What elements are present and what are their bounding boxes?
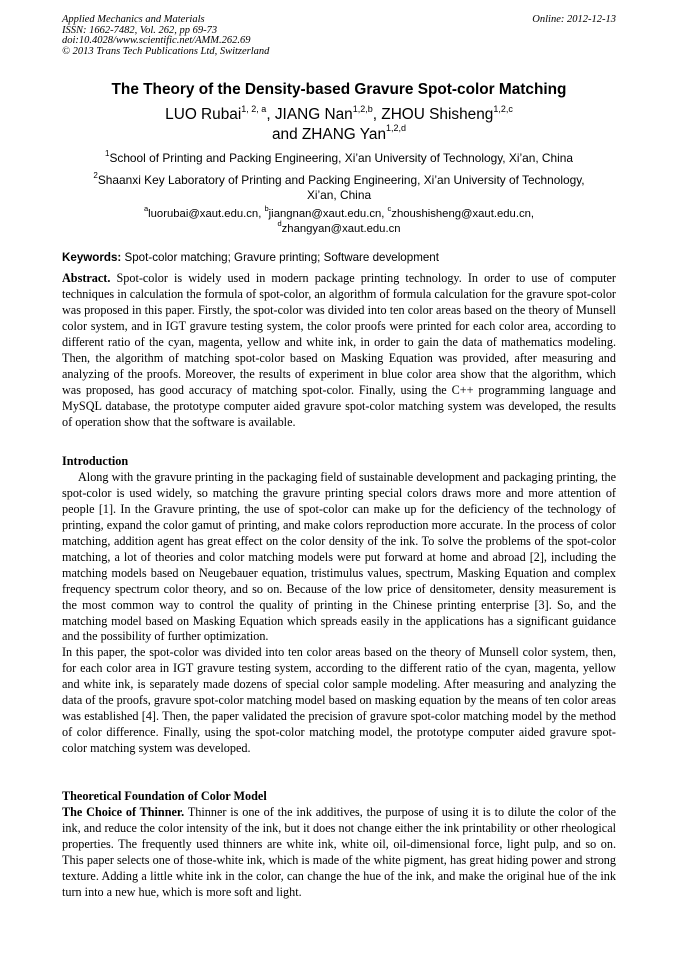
email-link: zhoushisheng@xaut.edu.cn, xyxy=(391,208,535,220)
introduction-section xyxy=(62,454,616,757)
author-affil-mark: 1,2,b xyxy=(352,103,373,114)
abstract xyxy=(62,271,616,431)
abstract-text: Spot-color is widely used in modern package printing technology. In order to use of computer techniques in calculation the formula of spot-color, an algorithm of formula calculation for the gravure spot-color was proposed in this paper. Firstly, the spot-color was divided into ten color areas based on the theory of Munsell color system, and in IGT gravure testing system, the color proofs were printed for each color area, according to different ratio of the cyan, magenta, yellow and white ink, in order to gain the data of mathematics modeling. Then, the algorithm of matching spot-color based on Masking Equation was provided, after measuring and analyzing of the proofs. Moreover, the results of experiment in blue color area show that the algorithm, which was proposed, has good accuracy of matching spot-color. Finally, using the C++ programming language and MySQL database, the prototype computer aided gravure spot-color matching system was developed, the results of operation show that the software is available. xyxy=(62,271,616,429)
abstract-label: Abstract. xyxy=(62,271,111,285)
issn-line: ISSN: 1662-7482, Vol. 262, pp 69-73 xyxy=(62,24,218,36)
doi-line: doi:10.4028/www.scientific.net/AMM.262.69 xyxy=(62,35,251,47)
author-affil-mark: 1, 2, a xyxy=(241,103,267,114)
paragraph: In this paper, the spot-color was divided into ten color areas based on the theory of Munsell color system, then, for each color area in IGT gravure testing system, according to the different ratio of the cyan, magenta, yellow and white ink, is separately made dozens of special color sample modeling. After measuring and analyzing the data of the proofs, gravure spot-color matching model based on masking equation by the means of ten color areas was established [4]. Then, the paper validated the precision of gravure spot-color matching model by the method of color difference. Finally, using the spot-color matching model, the prototype computer aided gravure spot-color matching system was developed. xyxy=(62,645,616,756)
author-name: LUO Rubai xyxy=(165,106,242,123)
theory-section xyxy=(62,789,616,901)
email-link: zhangyan@xaut.edu.cn xyxy=(281,222,401,235)
author-affil-mark: 1,2,c xyxy=(493,103,513,114)
author-list xyxy=(40,105,638,144)
section-heading: Introduction xyxy=(62,454,129,468)
journal-name: Applied Mechanics and Materials xyxy=(62,14,205,25)
keywords xyxy=(62,250,616,265)
email-link: jiangnan@xaut.edu.cn, xyxy=(268,208,388,220)
email-list: $^a$luorubai@xaut.edu.cn, $^b$jiangnan@xaut.edu.cn, $^c$zhoushisheng@xaut.edu.cn, $^d$zhangyan@xaut.edu.cn xyxy=(143,204,535,235)
subsection-label: The Choice of Thinner. xyxy=(62,804,185,819)
affiliation-1: $^1$School of Printing and Packing Engineering, Xi’an University of Technology, Xi’an, China xyxy=(104,149,574,165)
keywords-label: Keywords: xyxy=(62,251,122,264)
section-heading: Theoretical Foundation of Color Model xyxy=(62,789,267,803)
copyright-line: © 2013 Trans Tech Publications Ltd, Switzerland xyxy=(62,45,270,57)
paragraph: Thinner is one of the ink additives, the purpose of using it is to dilute the color of the ink, and reduce the color intensity of the ink, but it does not change either the ink printability or other rheological properties. The frequently used thinners are white ink, white oil, oil-dimensional force, light pulp, and so on. This paper selects one of those-white ink, which is made of the white pigment, has great hiding power and strong texture. Adding a little white ink in the color, can change the hue of the ink, and make the original hue of the ink turn into a new hue, which is more soft and light. xyxy=(62,804,616,899)
paper-title: The Theory of the Density-based Gravure Spot-color Matching xyxy=(111,81,567,98)
author-affil-mark: 1,2,d xyxy=(386,123,407,134)
paragraph: Along with the gravure printing in the packaging field of sustainable development and packaging printing, the spot-color is used widely, so matching the gravure printing special colors draws more and more attention of people [1]. In the Gravure printing, the use of spot-color can make up for the deficiency of the technology of printing, expand the color gamut of printing, and make colors reproduction more accurate. In the process of color matching, addition agent has great effect on the color density of the ink. To solve the problems of the spot-color matching, a lot of theories and color matching models were put forward at home and abroad [2], including the matching models based on Neugebauer equation, tristimulus values, spectrum, Masking Equation and complex frequency spectrum color theory, and so on. Because of the low price of densitometer, density measurement is the most common way to control the quality of printing in the Chinese printing enterprise [3]. So, and the matching model based on Masking Equation which spreads easily in the applications has a significant guidance and the possibility of further optimization. xyxy=(62,469,616,644)
affiliation-2: $^2$Shaanxi Key Laboratory of Printing and Packing Engineering, Xi’an University of Technology, Xi’an, China xyxy=(93,171,585,202)
online-date: Online: 2012-12-13 xyxy=(532,14,616,25)
author-name: , JIANG Nan xyxy=(266,106,353,123)
journal-header xyxy=(62,15,616,57)
author-name: , ZHOU Shisheng xyxy=(372,106,494,123)
keywords-text: Spot-color matching; Gravure printing; Software development xyxy=(121,251,439,264)
email-link: luorubai@xaut.edu.cn, xyxy=(148,208,265,220)
author-name: and ZHANG Yan xyxy=(271,125,387,143)
